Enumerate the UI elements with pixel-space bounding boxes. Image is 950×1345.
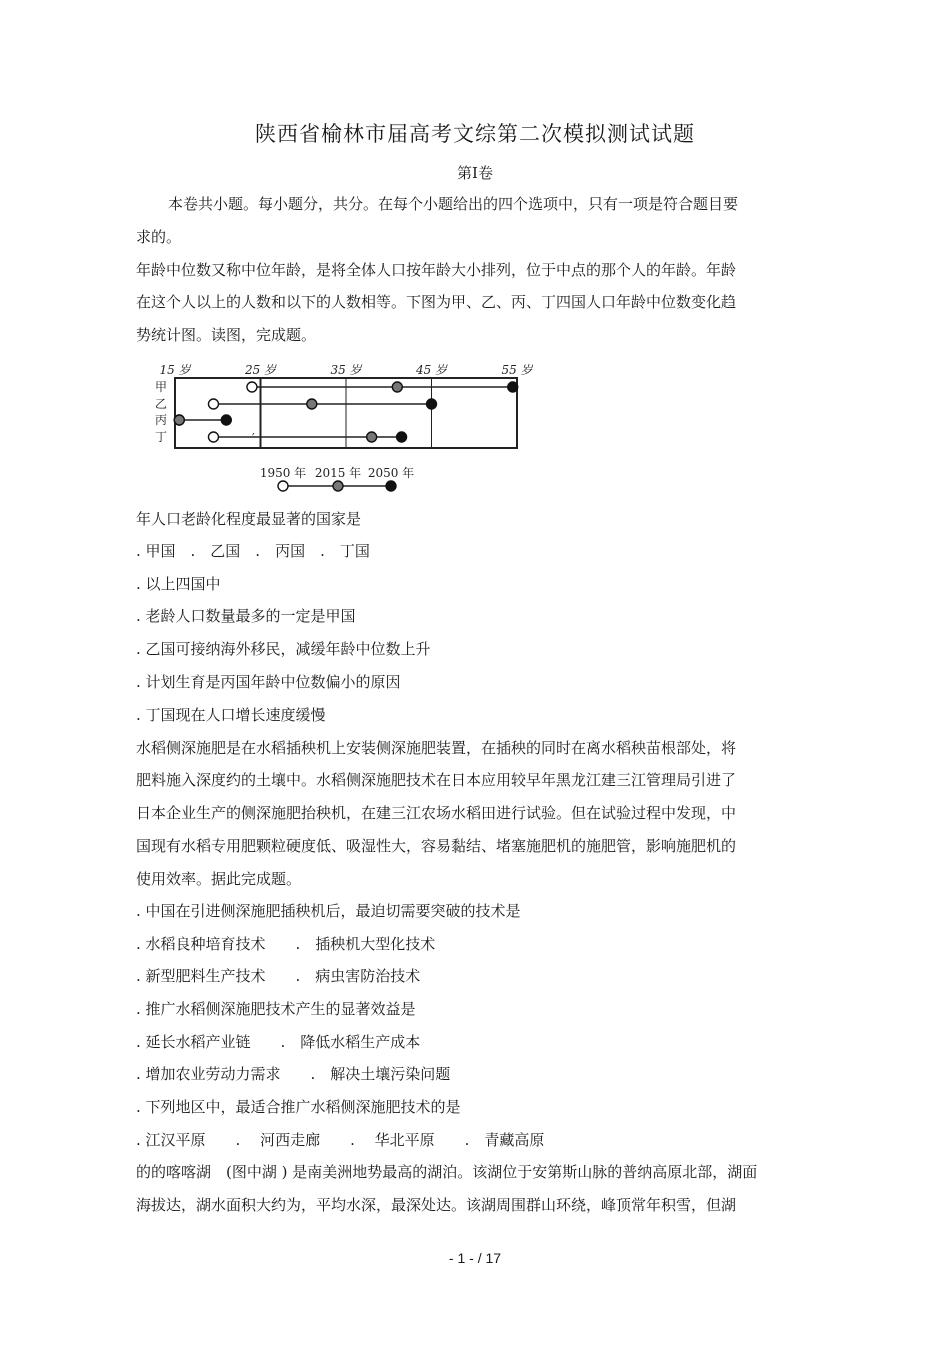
- data-point: [208, 432, 218, 442]
- paragraph-line: 使用效率。据此完成题。: [136, 870, 302, 888]
- country-label: 丙: [155, 413, 168, 427]
- page-number: - 1 - / 17: [448, 1250, 502, 1266]
- data-point: [392, 382, 402, 392]
- answer-options: . 延长水稻产业链 . 降低水稻生产成本: [136, 1033, 421, 1051]
- answer-option: . 乙国可接纳海外移民，减缓年龄中位数上升: [136, 640, 431, 658]
- data-point: [397, 432, 407, 442]
- question-stem: . 推广水稻侧深施肥技术产生的显著效益是: [136, 1000, 416, 1018]
- legend-label: 2050 年: [367, 466, 415, 480]
- answer-options: . 甲国 . 乙国 . 丙国 . 丁国: [136, 542, 370, 560]
- page-title: 陕西省榆林市届高考文综第二次模拟测试试题: [255, 122, 695, 146]
- chart-annotation: ′: [251, 431, 255, 445]
- data-point: [427, 399, 437, 409]
- answer-options: . 增加农业劳动力需求 . 解决土壤污染问题: [136, 1065, 451, 1083]
- paragraph-line: 在这个人以上的人数和以下的人数相等。下图为甲、乙、丙、丁四国人口年龄中位数变化趋: [136, 293, 737, 311]
- x-tick-label: 15 岁: [159, 363, 191, 377]
- paragraph-line: 日本企业生产的侧深施肥抬秧机，在建三江农场水稻田进行试验。但在试验过程中发现，中: [136, 804, 737, 822]
- country-label: 甲: [155, 380, 168, 394]
- data-point: [307, 399, 317, 409]
- data-point: [247, 382, 257, 392]
- x-tick-label: 35 岁: [330, 363, 362, 377]
- paragraph-line: 水稻侧深施肥是在水稻插秧机上安装侧深施肥装置，在插秧的同时在离水稻秧苗根部处，将: [136, 739, 737, 757]
- question-stem: 年人口老龄化程度最显著的国家是: [136, 510, 362, 528]
- paragraph-line: 势统计图。读图，完成题。: [136, 326, 317, 344]
- answer-option: . 丁国现在人口增长速度缓慢: [136, 706, 326, 724]
- legend-marker: [333, 481, 343, 491]
- paragraph-line: 年龄中位数又称中位年龄，是将全体人口按年龄大小排列，位于中点的那个人的年龄。年龄: [136, 261, 737, 279]
- data-point: [367, 432, 377, 442]
- legend-marker: [278, 481, 288, 491]
- data-point: [174, 415, 184, 425]
- paragraph-line: 求的。: [136, 228, 182, 246]
- paragraph-line: 本卷共小题。每小题分，共分。在每个小题给出的四个选项中，只有一项是符合题目要: [168, 195, 739, 213]
- answer-options: . 水稻良种培育技术 . 插秧机大型化技术: [136, 935, 436, 953]
- answer-option: . 老龄人口数量最多的一定是甲国: [136, 607, 356, 625]
- legend-label: 2015 年: [314, 466, 362, 480]
- age-median-chart: [143, 360, 533, 500]
- country-label: 乙: [155, 397, 168, 411]
- section-heading: 第Ⅰ卷: [457, 164, 493, 182]
- question-stem: . 中国在引进侧深施肥插秧机后，最迫切需要突破的技术是: [136, 902, 521, 920]
- legend-label: 1950 年: [259, 466, 307, 480]
- data-point: [221, 415, 231, 425]
- paragraph-line: 国现有水稻专用肥颗粒硬度低、吸湿性大，容易黏结、堵塞施肥机的施肥管，影响施肥机的: [136, 837, 737, 855]
- data-point: [208, 399, 218, 409]
- data-point: [508, 382, 518, 392]
- paragraph-line: 的的喀喀湖 (图中湖 ) 是南美洲地势最高的湖泊。该湖位于安第斯山脉的普纳高原北部，湖面: [136, 1163, 758, 1181]
- legend-marker: [386, 481, 396, 491]
- paragraph-line: 肥料施入深度约的土壤中。水稻侧深施肥技术在日本应用较早年黑龙江建三江管理局引进了: [136, 771, 737, 789]
- answer-options: . 新型肥料生产技术 . 病虫害防治技术: [136, 967, 421, 985]
- answer-option: . 计划生育是丙国年龄中位数偏小的原因: [136, 673, 401, 691]
- x-tick-label: 25 岁: [244, 363, 277, 377]
- question-stem: . 下列地区中，最适合推广水稻侧深施肥技术的是: [136, 1098, 461, 1116]
- answer-options: . 江汉平原 . 河西走廊 . 华北平原 . 青藏高原: [136, 1131, 545, 1149]
- x-tick-label: 55 岁: [501, 363, 533, 377]
- country-label: 丁: [155, 430, 168, 444]
- x-tick-label: 45 岁: [415, 363, 448, 377]
- paragraph-line: 海拔达，湖水面积大约为，平均水深，最深处达。该湖周围群山环绕，峰顶常年积雪，但湖: [136, 1196, 737, 1214]
- question-stem: . 以上四国中: [136, 575, 221, 593]
